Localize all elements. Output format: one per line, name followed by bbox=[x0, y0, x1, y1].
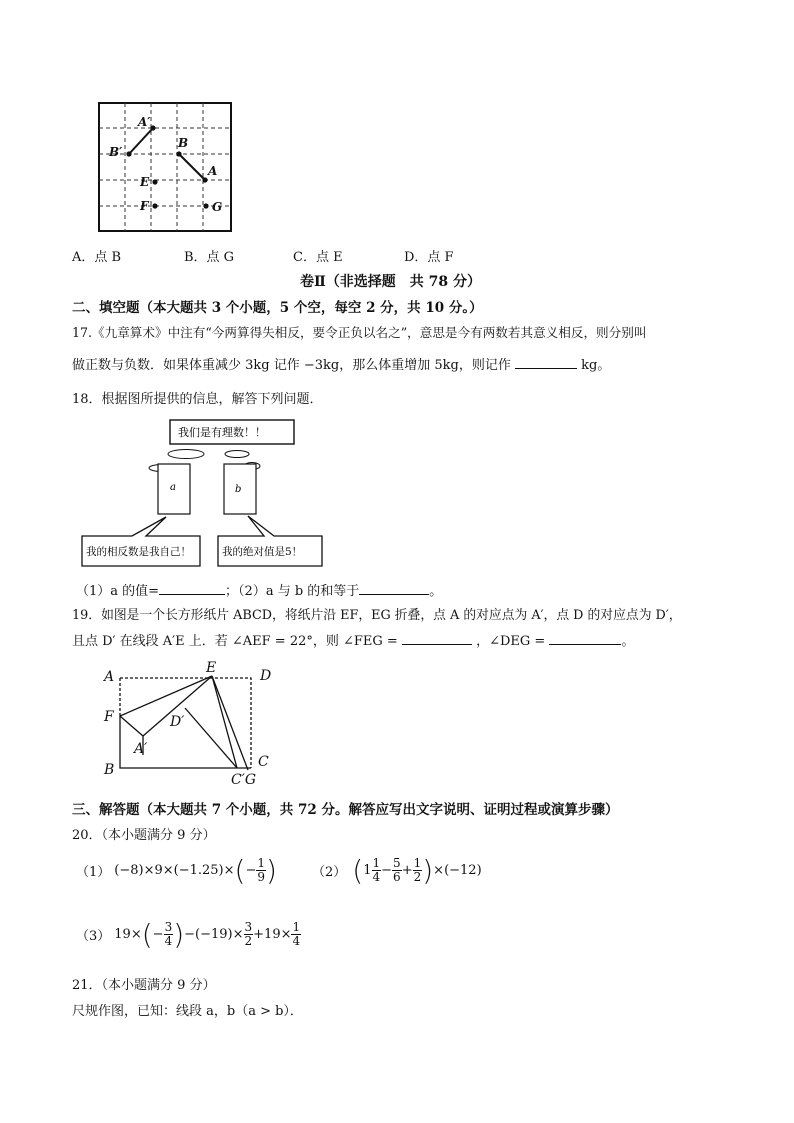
q20-p3-pre: 19× bbox=[114, 927, 142, 942]
right-paren: ) bbox=[173, 918, 185, 951]
denominator: 4 bbox=[292, 934, 301, 948]
denominator: 2 bbox=[244, 934, 253, 948]
q18-card-a: a bbox=[170, 482, 176, 493]
q16-option-b: B．点 G bbox=[184, 250, 235, 265]
q18-answers bbox=[76, 580, 442, 599]
section2-header: 卷Ⅱ（非选择题 共 78 分） bbox=[300, 274, 482, 290]
q19-line1: 19．如图是一个长方形纸片 ABCD，将纸片沿 EF，EG 折叠，点 A 的对应点为 A′，点 D 的对应点为 D′， bbox=[72, 608, 682, 623]
q18-bubble-right: 我的绝对值是5！ bbox=[222, 546, 303, 558]
q18-bubble-top: 我们是有理数！！ bbox=[178, 426, 266, 439]
left-paren: ( bbox=[352, 854, 364, 887]
numerator: 5 bbox=[393, 856, 401, 870]
q16-grid-figure bbox=[96, 100, 236, 232]
q20-p1-sign: − bbox=[245, 863, 257, 878]
q20-p3-frac3 bbox=[291, 921, 301, 948]
q18-stem: 18．根据图所提供的信息，解答下列问题． bbox=[72, 392, 323, 407]
q20-p1-label: （1） bbox=[76, 865, 111, 880]
q19-line2-text: 且点 D′ 在线段 A′E 上．若 ∠AEF = 22°，则 ∠FEG = bbox=[72, 634, 398, 649]
left-paren: ( bbox=[141, 918, 153, 951]
label-a: A bbox=[208, 164, 218, 178]
q20-p2-op2: + bbox=[401, 863, 413, 878]
q20-p2-whole: 1 bbox=[363, 863, 372, 878]
denominator: 4 bbox=[372, 870, 381, 884]
q20-part1 bbox=[76, 854, 277, 887]
q20-p2-frac2 bbox=[392, 857, 402, 884]
q21-head: 21．（本小题满分 9 分） bbox=[72, 978, 216, 993]
q20-p2-frac3 bbox=[413, 857, 423, 884]
numerator: 1 bbox=[372, 856, 381, 870]
label-g: G bbox=[212, 200, 223, 214]
q18-blank-1[interactable] bbox=[159, 582, 225, 595]
q20-p1-expr: (−8)×9×(−1.25)× bbox=[114, 863, 235, 878]
q19-end: 。 bbox=[621, 634, 635, 649]
q18-blank-2[interactable] bbox=[359, 582, 429, 595]
label-f: F bbox=[140, 199, 149, 213]
q19-label-c-prime-g: C′G bbox=[231, 772, 257, 788]
right-paren: ) bbox=[266, 854, 277, 887]
label-b: B bbox=[178, 136, 189, 150]
denominator: 9 bbox=[257, 870, 266, 884]
q16-option-c: C．点 E bbox=[293, 250, 343, 265]
q19-label-b: B bbox=[104, 762, 115, 778]
q19-blank-feg[interactable] bbox=[402, 632, 472, 645]
q17-answer-blank[interactable] bbox=[515, 356, 577, 369]
q19-line2-mid: ，∠DEG = bbox=[476, 634, 546, 649]
numerator: 1 bbox=[257, 856, 266, 870]
q20-p3-mid: −(−19)× bbox=[184, 927, 244, 942]
q20-p3-label: （3） bbox=[76, 929, 111, 944]
q18-part2-text: ；（2）a 与 b 的和等于 bbox=[225, 584, 360, 599]
right-paren: ) bbox=[422, 854, 434, 887]
q18-part1-text: （1）a 的值= bbox=[76, 584, 160, 599]
q20-part3 bbox=[76, 918, 301, 951]
q20-p2-tail: ×(−12) bbox=[433, 863, 482, 878]
numerator: 3 bbox=[244, 920, 253, 934]
part3-title: 三、解答题（本大题共 7 个小题，共 72 分。解答应写出文字说明、证明过程或演算步骤） bbox=[72, 802, 619, 818]
denominator: 4 bbox=[164, 934, 173, 948]
q20-head: 20．（本小题满分 9 分） bbox=[72, 828, 216, 843]
numerator: 3 bbox=[164, 920, 173, 934]
q19-line2 bbox=[72, 630, 634, 649]
q18-figure bbox=[74, 414, 344, 574]
q19-label-a: A bbox=[104, 669, 115, 685]
q21-line: 尺规作图，已知：线段 a，b（a > b）． bbox=[72, 1004, 303, 1019]
q17-line2-text: 做正数与负数．如果体重减少 3kg 记作 −3kg，那么体重增加 5kg，则记作 bbox=[72, 358, 511, 373]
part2-title: 二、填空题（本大题共 3 个小题，5 个空，每空 2 分，共 10 分。） bbox=[72, 300, 483, 316]
q19-figure bbox=[98, 660, 288, 790]
q19-blank-deg[interactable] bbox=[549, 632, 621, 645]
q19-label-c: C bbox=[258, 754, 269, 770]
q18-end: 。 bbox=[429, 584, 443, 599]
q20-part2 bbox=[312, 854, 482, 887]
label-b-prime: B′ bbox=[109, 145, 123, 159]
q17-line1: 17.《九章算术》中注有“今两算得失相反，要令正负以名之”，意思是今有两数若其意义相反，则分别叫 bbox=[72, 325, 647, 340]
q20-p3-sign: − bbox=[152, 927, 164, 942]
q19-label-d-prime: D′ bbox=[170, 714, 185, 730]
q20-p2-label: （2） bbox=[312, 865, 347, 880]
q16-option-d: D．点 F bbox=[404, 250, 454, 265]
denominator: 6 bbox=[393, 870, 401, 884]
denominator: 2 bbox=[413, 870, 422, 884]
numerator: 1 bbox=[413, 856, 422, 870]
q19-label-a-prime: A′ bbox=[134, 741, 148, 757]
q20-p2-frac1 bbox=[372, 857, 382, 884]
q17-line2 bbox=[72, 354, 610, 373]
q20-p2-op1: − bbox=[381, 863, 393, 878]
q19-label-f: F bbox=[104, 709, 114, 725]
q19-label-e: E bbox=[206, 660, 217, 676]
label-a-prime: A′ bbox=[138, 115, 151, 129]
q20-p3-frac1 bbox=[164, 921, 174, 948]
numerator: 1 bbox=[292, 920, 301, 934]
q19-label-d: D bbox=[260, 668, 272, 684]
q17-unit: kg。 bbox=[581, 358, 611, 373]
q20-p1-fraction bbox=[256, 857, 266, 884]
left-paren: ( bbox=[234, 854, 246, 887]
q18-card-b: b bbox=[235, 484, 242, 495]
q20-p3-frac2 bbox=[244, 921, 254, 948]
q18-bubble-left: 我的相反数是我自己！ bbox=[86, 546, 191, 558]
label-e: E bbox=[140, 175, 150, 189]
q16-option-a: A．点 B bbox=[72, 250, 122, 265]
q20-p3-mid2: +19× bbox=[253, 927, 292, 942]
